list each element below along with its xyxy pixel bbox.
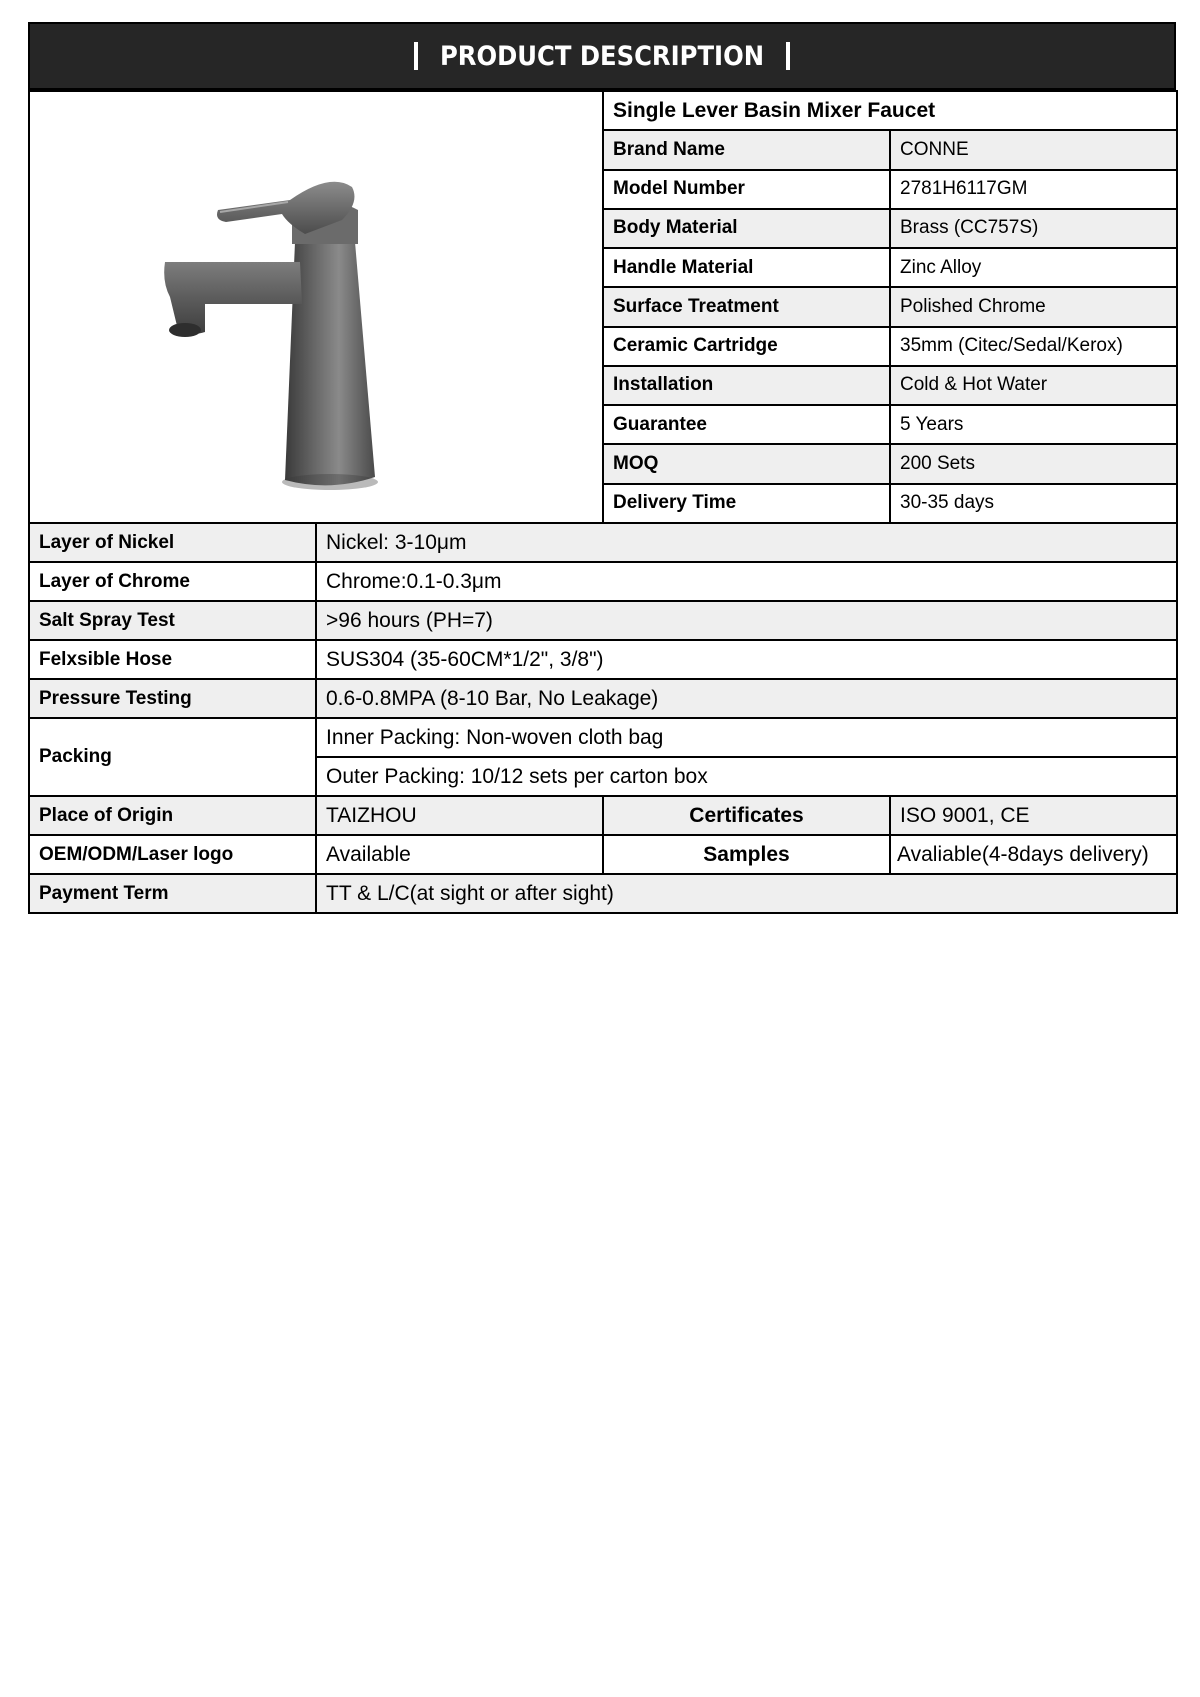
spec-label: Brand Name [603, 130, 890, 169]
spec-label: Surface Treatment [603, 287, 890, 326]
oem-label: OEM/ODM/Laser logo [29, 835, 316, 874]
spec-label: Delivery Time [603, 484, 890, 523]
spec-label: MOQ [603, 444, 890, 483]
detail-label: Layer of Chrome [29, 562, 316, 601]
detail-label: Layer of Nickel [29, 523, 316, 562]
certificates-label: Certificates [603, 796, 890, 835]
payment-label: Payment Term [29, 874, 316, 913]
faucet-image [30, 92, 600, 522]
spec-value: Zinc Alloy [890, 248, 1177, 287]
detail-value: >96 hours (PH=7) [316, 601, 1177, 640]
packing-outer: Outer Packing: 10/12 sets per carton box [316, 757, 1177, 796]
oem-value: Available [316, 835, 603, 874]
spec-value: 30-35 days [890, 484, 1177, 523]
samples-value: Avaliable(4-8days delivery) [890, 835, 1177, 874]
spec-value: Polished Chrome [890, 287, 1177, 326]
spec-value: 200 Sets [890, 444, 1177, 483]
detail-value: Chrome:0.1-0.3μm [316, 562, 1177, 601]
detail-label: Salt Spray Test [29, 601, 316, 640]
product-title: Single Lever Basin Mixer Faucet [603, 91, 1177, 130]
spec-value: Cold & Hot Water [890, 366, 1177, 405]
detail-value: SUS304 (35-60CM*1/2", 3/8") [316, 640, 1177, 679]
spec-table [28, 90, 1178, 914]
detail-value: Nickel: 3-10μm [316, 523, 1177, 562]
spec-label: Guarantee [603, 405, 890, 444]
packing-label: Packing [29, 718, 316, 796]
header-banner [28, 22, 1176, 90]
payment-value: TT & L/C(at sight or after sight) [316, 874, 1177, 913]
product-sheet [28, 22, 1176, 914]
header-right-bar [786, 42, 790, 70]
spec-label: Handle Material [603, 248, 890, 287]
spec-label: Ceramic Cartridge [603, 327, 890, 366]
spec-value: Brass (CC757S) [890, 209, 1177, 248]
spec-value: CONNE [890, 130, 1177, 169]
spec-value: 35mm (Citec/Sedal/Kerox) [890, 327, 1177, 366]
spec-label: Model Number [603, 170, 890, 209]
detail-value: 0.6-0.8MPA (8-10 Bar, No Leakage) [316, 679, 1177, 718]
certificates-value: ISO 9001, CE [890, 796, 1177, 835]
spec-value: 5 Years [890, 405, 1177, 444]
detail-label: Felxsible Hose [29, 640, 316, 679]
origin-value: TAIZHOU [316, 796, 603, 835]
header-left-bar [414, 42, 418, 70]
spec-label: Installation [603, 366, 890, 405]
spec-value: 2781H6117GM [890, 170, 1177, 209]
page-title: PRODUCT DESCRIPTION [439, 40, 765, 72]
samples-label: Samples [603, 835, 890, 874]
detail-label: Pressure Testing [29, 679, 316, 718]
origin-label: Place of Origin [29, 796, 316, 835]
packing-inner: Inner Packing: Non-woven cloth bag [316, 718, 1177, 757]
product-image-cell [29, 91, 603, 523]
spec-label: Body Material [603, 209, 890, 248]
